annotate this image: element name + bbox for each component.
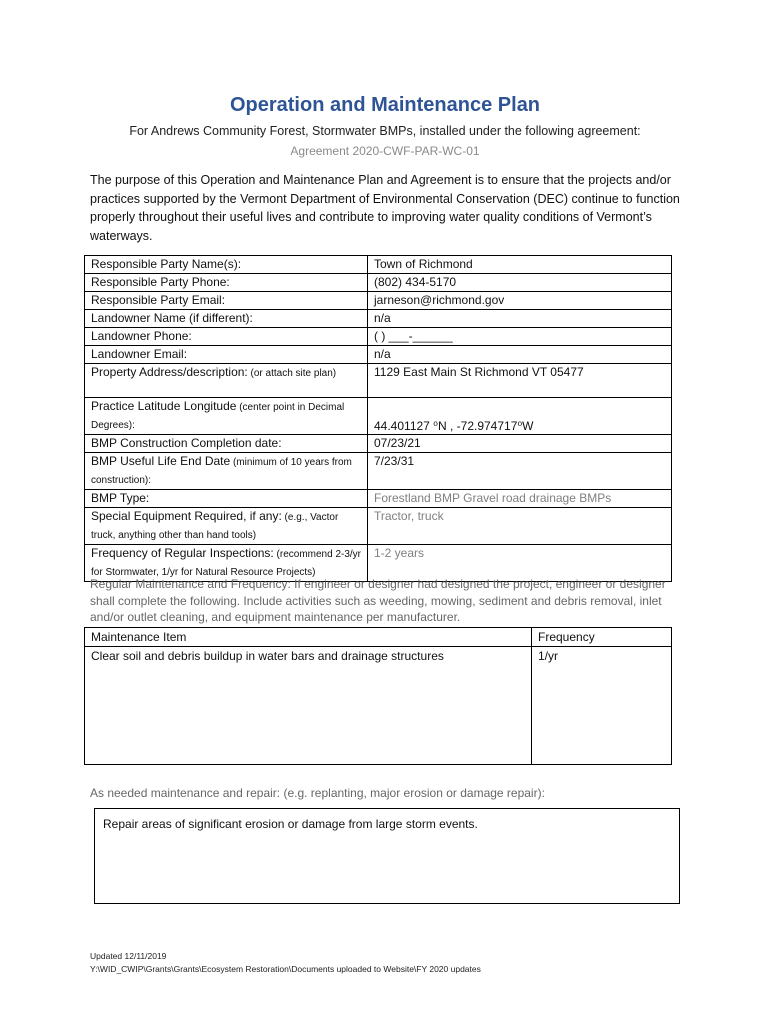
frequency-value: 1-2 years <box>368 545 672 582</box>
frequency-header: Frequency <box>532 628 672 647</box>
equipment-label: Special Equipment Required, if any: <box>91 509 282 523</box>
address-label-cell <box>85 364 368 398</box>
landowner-name-value: n/a <box>368 310 672 328</box>
party-email-label: Responsible Party Email: <box>85 292 368 310</box>
footer-path: Y:\WID_CWIP\Grants\Grants\Ecosystem Restoration\Documents uploaded to Website\FY 2020 updates <box>90 964 481 974</box>
address-note: (or attach site plan) <box>247 368 337 379</box>
address-label: Property Address/description: <box>91 365 248 379</box>
latlong-value: 44.401127 ⁰N , -72.974717⁰W <box>368 398 672 435</box>
page-title: Operation and Maintenance Plan <box>229 94 541 116</box>
frequency-note: (recommend 2-3/yr for Stormwater, 1/yr for Natural Resource Projects) <box>91 549 362 578</box>
maintenance-item-cell: Clear soil and debris buildup in water bars and drainage structures <box>85 647 532 765</box>
as-needed-label: As needed maintenance and repair: (e.g. replanting, major erosion or damage repair): <box>90 786 545 800</box>
latlong-label-cell <box>85 398 368 435</box>
frequency-label: Frequency of Regular Inspections: <box>91 546 274 560</box>
equipment-value: Tractor, truck <box>368 508 672 545</box>
useful-life-label: BMP Useful Life End Date <box>91 454 231 468</box>
useful-life-note: (minimum of 10 years from construction): <box>91 457 352 486</box>
address-value: 1129 East Main St Richmond VT 05477 <box>368 364 672 398</box>
landowner-phone-label: Landowner Phone: <box>85 328 368 346</box>
responsible-party-table <box>84 255 672 582</box>
regular-maintenance-instructions: Regular Maintenance and Frequency: If engineer or designer had designed the project, engineer or designer shall complete the following. Include activities such as weeding, mowing, sediment and debris removal, inlet and/or outlet cleaning, and equipment maintenance per manufacturer. <box>90 577 666 624</box>
landowner-email-value: n/a <box>368 346 672 364</box>
useful-life-label-cell <box>85 453 368 490</box>
latlong-note: (center point in Decimal Degrees): <box>91 402 345 431</box>
landowner-email-label: Landowner Email: <box>85 346 368 364</box>
bmp-type-value: Forestland BMP Gravel road drainage BMPs <box>368 490 672 508</box>
party-name-value: Town of Richmond <box>368 256 672 274</box>
latlong-label: Practice Latitude Longitude <box>91 399 237 413</box>
purpose-paragraph: The purpose of this Operation and Maintenance Plan and Agreement is to ensure that the projects and/or practices supported by the Vermont Department of Environmental Conservation (DEC) continue to function properly throughout their useful lives and contribute to improving water quality conditions of Vermont’s waterways. <box>90 173 680 243</box>
equipment-label-cell <box>85 508 368 545</box>
agreement-number: Agreement 2020-CWF-PAR-WC-01 <box>290 144 480 158</box>
completion-value: 07/23/21 <box>368 435 672 453</box>
subtitle: For Andrews Community Forest, Stormwater BMPs, installed under the following agreement: <box>129 124 641 138</box>
footer <box>90 950 481 976</box>
party-phone-label: Responsible Party Phone: <box>85 274 368 292</box>
table-row <box>85 647 672 765</box>
maintenance-item-header: Maintenance Item <box>85 628 532 647</box>
footer-updated: Updated 12/11/2019 <box>90 951 167 961</box>
party-email-value: jarneson@richmond.gov <box>368 292 672 310</box>
as-needed-repair-box: Repair areas of significant erosion or damage from large storm events. <box>94 808 680 904</box>
party-name-label: Responsible Party Name(s): <box>85 256 368 274</box>
maintenance-table <box>84 627 672 765</box>
equipment-note: (e.g., Vactor truck, anything other than hand tools) <box>91 512 339 541</box>
landowner-name-label: Landowner Name (if different): <box>85 310 368 328</box>
completion-label: BMP Construction Completion date: <box>85 435 368 453</box>
landowner-phone-value: ( ) ___-______ <box>368 328 672 346</box>
useful-life-value: 7/23/31 <box>368 453 672 490</box>
party-phone-value: (802) 434-5170 <box>368 274 672 292</box>
bmp-type-label: BMP Type: <box>85 490 368 508</box>
maintenance-frequency-cell: 1/yr <box>532 647 672 765</box>
